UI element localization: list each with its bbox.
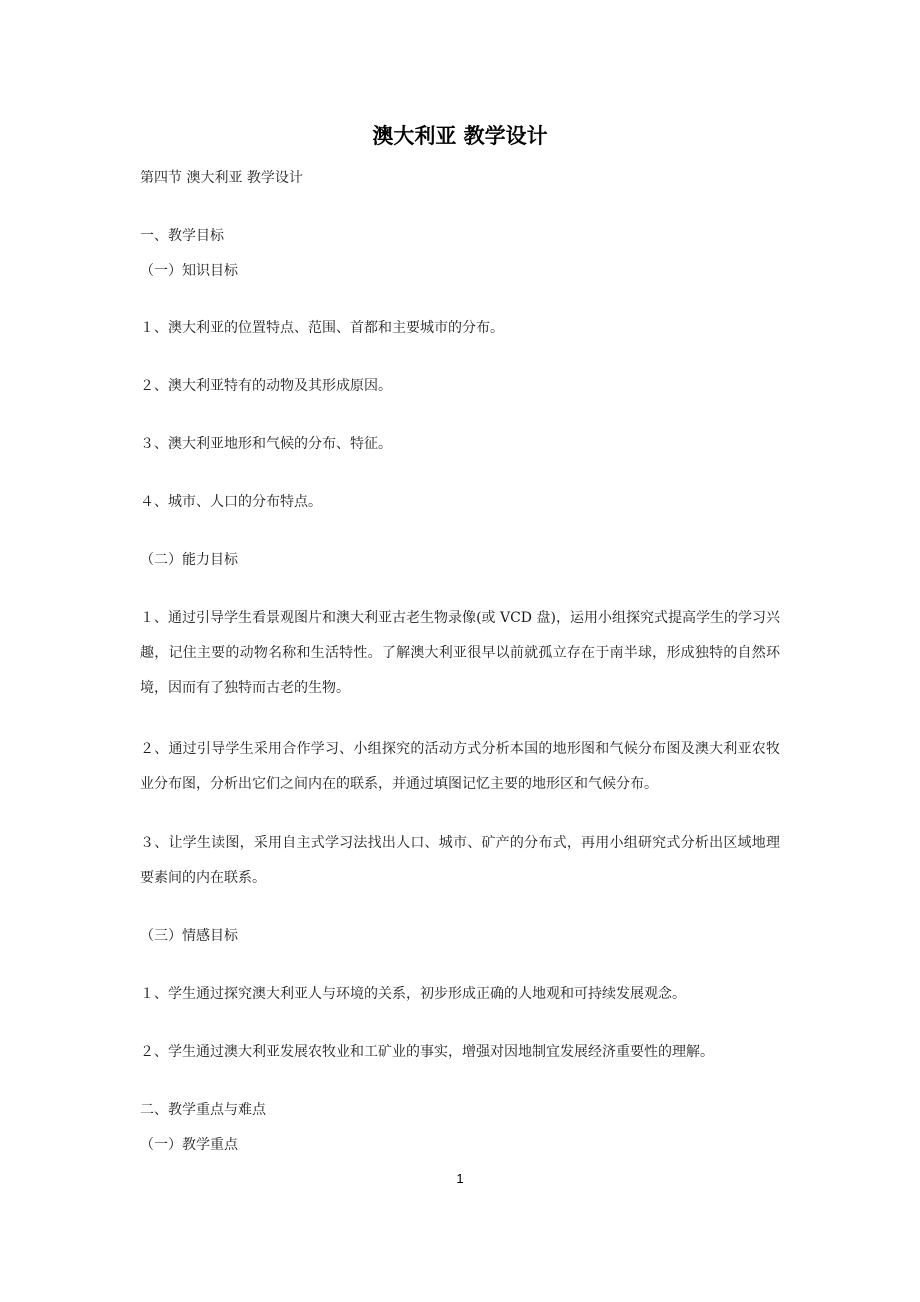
emotion-item: ２、学生通过澳大利亚发展农牧业和工矿业的事实，增强对因地制宜发展经济重要性的理解。 xyxy=(140,1044,714,1060)
subsection-heading-knowledge: （一）知识目标 xyxy=(140,263,238,279)
emotion-item: １、学生通过探究澳大利亚人与环境的关系，初步形成正确的人地观和可持续发展观念。 xyxy=(140,986,686,1002)
document-title: 澳大利亚 教学设计 xyxy=(372,124,548,148)
knowledge-item: ４、城市、人口的分布特点。 xyxy=(140,494,322,510)
knowledge-item: １、澳大利亚的位置特点、范围、首都和主要城市的分布。 xyxy=(140,320,504,336)
ability-item: ３、让学生读图，采用自主式学习法找出人口、城市、矿产的分布式，再用小组研究式分析出区域地理要素间的内在联系。 xyxy=(140,835,780,886)
document-subtitle: 第四节 澳大利亚 教学设计 xyxy=(140,170,303,186)
section-heading-objectives: 一、教学目标 xyxy=(140,228,224,244)
subsection-heading-teaching-focus: （一）教学重点 xyxy=(140,1137,238,1153)
page-number: 1 xyxy=(456,1171,464,1186)
subsection-heading-ability: （二）能力目标 xyxy=(140,552,238,568)
ability-item: １、通过引导学生看景观图片和澳大利亚古老生物录像(或 VCD 盘)，运用小组探究式提高学生的学习兴趣，记住主要的动物名称和生活特性。了解澳大利亚很早以前就孤立存在于南半球，形成独特的自然环境，因而有了独特而古老的生物。 xyxy=(140,610,780,696)
ability-item: ２、通过引导学生采用合作学习、小组探究的活动方式分析本国的地形图和气候分布图及澳大利亚农牧业分布图，分析出它们之间内在的联系，并通过填图记忆主要的地形区和气候分布。 xyxy=(140,741,780,792)
knowledge-item: ３、澳大利亚地形和气候的分布、特征。 xyxy=(140,436,392,452)
knowledge-item: ２、澳大利亚特有的动物及其形成原因。 xyxy=(140,378,392,394)
subsection-heading-emotion: （三）情感目标 xyxy=(140,928,238,944)
section-heading-key-points: 二、教学重点与难点 xyxy=(140,1102,266,1118)
